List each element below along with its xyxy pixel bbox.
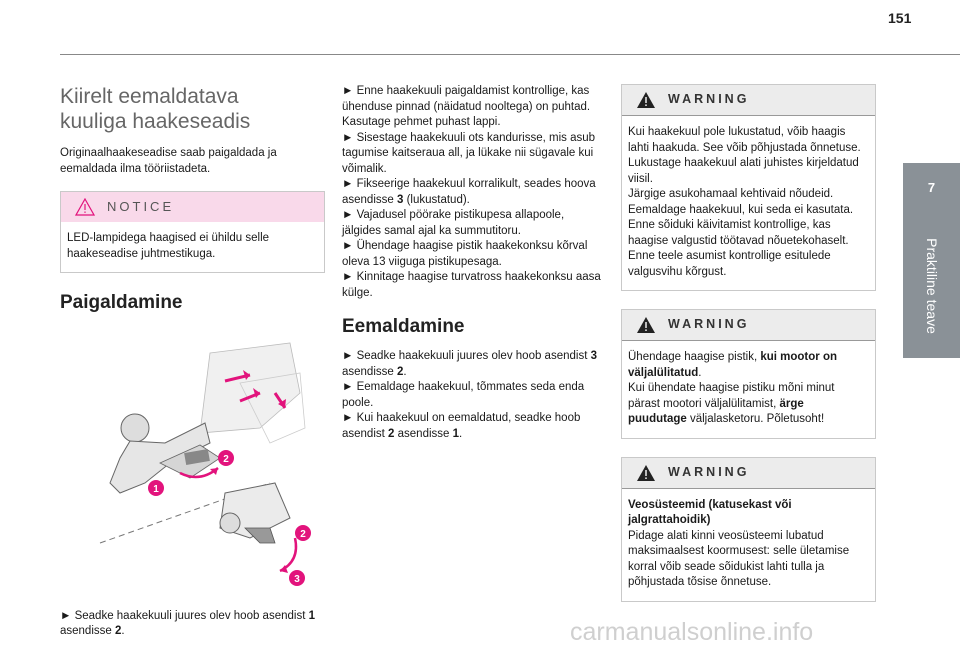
warning-box-1	[621, 84, 876, 291]
warning-header	[622, 85, 875, 115]
towbar-illustration	[60, 333, 325, 589]
warning-header	[622, 310, 875, 340]
chapter-tab-label: Praktiline teave	[923, 237, 940, 334]
bullet-arrow: ►	[342, 209, 354, 221]
step-text: Seadke haakekuuli juures olev hoob asendist	[71, 609, 309, 622]
warning-label: WARNING	[668, 92, 750, 107]
step-text: .	[459, 427, 463, 440]
step-bold: 3	[590, 350, 597, 362]
bullet-arrow: ►	[342, 350, 354, 362]
step-text: .	[121, 625, 125, 637]
warning-header	[622, 458, 875, 488]
notice-box	[60, 191, 325, 273]
step-text: .	[403, 365, 407, 378]
warning-triangle-icon	[636, 91, 656, 109]
step-text: Sisestage haakekuuli ots kandurisse, mis asub tagumise kaitseraua all, ja lükake nii sügavale kui võimalik.	[342, 131, 596, 175]
remove-step	[342, 349, 604, 380]
warning-label: WARNING	[668, 317, 750, 332]
warning-label: WARNING	[668, 464, 750, 479]
section-title-line-1: Kiirelt eemaldatava	[60, 85, 239, 108]
notice-label: NOTICE	[107, 199, 175, 215]
callout-2-lower: 2	[300, 529, 306, 540]
warning-box-3	[621, 457, 876, 602]
step-text: asendisse	[342, 365, 397, 378]
warning-body	[622, 341, 875, 438]
step-text: (lukustatud).	[403, 193, 470, 206]
callout-2-upper: 2	[223, 454, 229, 465]
notice-header	[61, 192, 324, 222]
step-text: Ühendage haagise pistik haakekonksu kõrval oleva 13 viiguga pistikupesaga.	[342, 240, 588, 268]
warning-text: Pidage alati kinni veosüsteemi lubatud maksimaalsest koormusest: selle ületamise korral võib seade sõidukist lahti tulla ja põhjustada tõsise õnnetuse.	[628, 529, 850, 588]
bullet-arrow: ►	[342, 178, 354, 190]
step-text: Eemaldage haakekuul, tõmmates seda enda poole.	[342, 381, 585, 409]
warning-bold: kui mootor on väljalülitatud	[628, 351, 838, 379]
warning-text: Ühendage haagise pistik,	[628, 351, 761, 363]
warning-body	[622, 489, 875, 601]
warning-triangle-icon	[636, 316, 656, 334]
remove-step	[342, 411, 604, 442]
warning-body: Kui haakekuul pole lukustatud, võib haagis lahti haakuda. See võib põhjustada õnnetuse. Lukustage haakekuul alati juhistes kirjeldatud viisil. Järgige asukohamaal kehtivaid nõudeid. Eemaldage haakekuul, kui seda ei kasutata. Enne sõiduki käivitamist kontrollige, kas haagise valgustid töötavad nõuetekohaselt. Enne teele asumist kontrollige esitulede valgusvihu kõrgust.	[628, 126, 861, 278]
chapter-tab-label-wrap	[903, 213, 960, 358]
warning-text: . Kui ühendate haagise pistiku mõni minut pärast mootori väljalülitamist,	[628, 366, 835, 410]
step-text: Kui haakekuul on eemaldatud, seadke hoob asendist	[342, 412, 581, 440]
warning-bold: ärge puudutage	[628, 397, 804, 425]
bullet-arrow: ►	[342, 240, 354, 252]
install-step	[342, 177, 604, 208]
install-step	[342, 239, 604, 270]
chapter-tab-number: 7	[927, 180, 936, 195]
column-1	[60, 84, 325, 640]
callout-3: 3	[294, 574, 300, 585]
step-bold: 2	[388, 427, 395, 440]
intro-text: Originaalhaakeseadise saab paigaldada ja eemaldada ilma tööriistadeta.	[60, 147, 277, 175]
step-text: Seadke haakekuuli juures olev hoob asendist	[353, 350, 591, 362]
warning-subtitle: Veosüsteemid (katusekast või jalgrattahoidik)	[628, 498, 792, 526]
step-text: Enne haakekuuli paigaldamist kontrollige, kas ühenduse pinnad (näidatud nooltega) on puhtad. Kasutage pehmet puhast lappi.	[342, 85, 591, 128]
warning-triangle-icon	[75, 198, 95, 216]
install-step	[342, 131, 604, 178]
callout-1: 1	[153, 484, 159, 495]
install-step-lever	[60, 609, 325, 640]
warning-triangle-icon	[636, 464, 656, 482]
install-step	[342, 84, 604, 131]
step-bold: 1	[452, 427, 460, 440]
page-number: 151	[888, 10, 912, 26]
section-title	[60, 84, 325, 134]
bullet-arrow: ►	[342, 85, 354, 97]
step-bold: 2	[396, 365, 404, 378]
remove-step	[342, 380, 604, 411]
install-step	[342, 270, 604, 301]
bullet-arrow: ►	[60, 609, 72, 622]
notice-body: LED-lampidega haagised ei ühildu selle haakeseadise juhtmestikuga.	[67, 232, 270, 260]
watermark: carmanualsonline.info	[570, 618, 814, 646]
column-3	[621, 84, 876, 620]
install-step	[342, 208, 604, 239]
step-text: Kinnitage haagise turvatross haakekonksu aasa külge.	[342, 271, 601, 299]
step-bold: 2	[114, 625, 122, 637]
install-heading: Paigaldamine	[60, 292, 183, 313]
bullet-arrow: ►	[342, 412, 354, 424]
step-bold: 3	[396, 193, 404, 206]
remove-heading: Eemaldamine	[342, 316, 465, 337]
warning-box-2	[621, 309, 876, 439]
step-text: Fikseerige haakekuul korralikult, seades hoova asendisse	[342, 178, 596, 206]
warning-text: väljalasketoru. Põletusoht!	[686, 413, 825, 425]
header-rule	[60, 54, 960, 55]
bullet-arrow: ►	[342, 271, 354, 283]
column-2	[342, 84, 604, 442]
step-text: asendisse	[60, 625, 115, 637]
bullet-arrow: ►	[342, 381, 354, 393]
bullet-arrow: ►	[342, 131, 354, 144]
step-text: asendisse	[394, 427, 453, 440]
section-title-line-2: kuuliga haakeseadis	[60, 110, 251, 133]
step-bold: 1	[308, 609, 315, 622]
step-text: Vajadusel pöörake pistikupesa allapoole, jälgides samal ajal ka summutitoru.	[342, 209, 565, 237]
